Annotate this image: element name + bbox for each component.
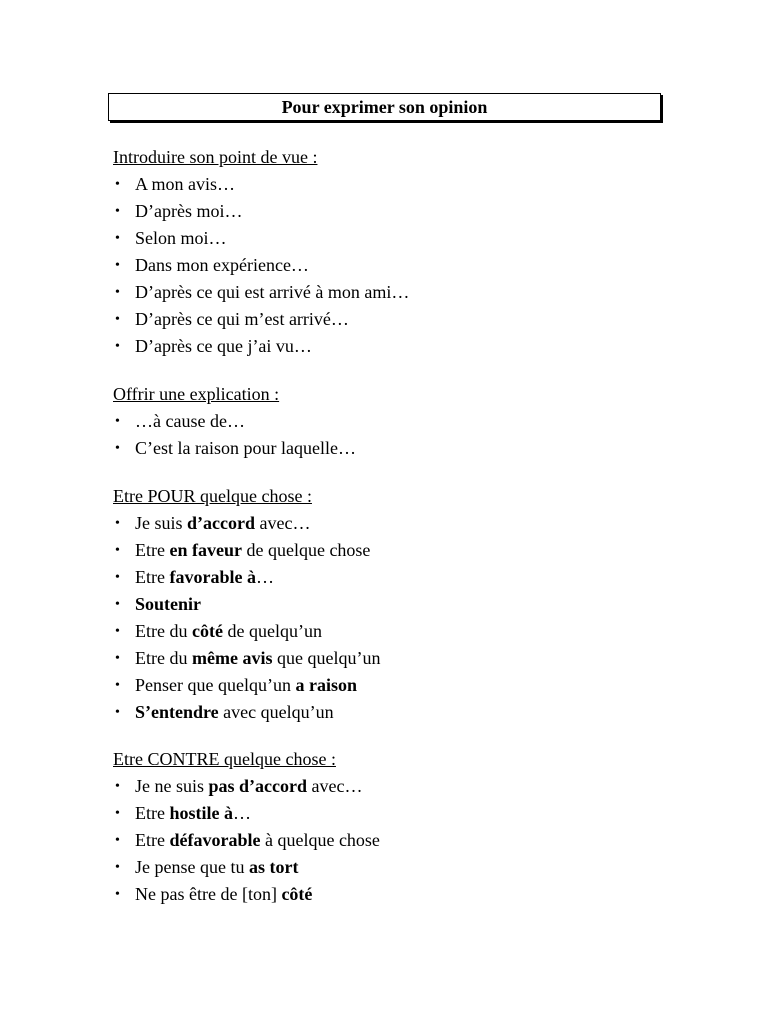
list-item-bold-text: côté [191,621,223,641]
bullet-icon: • [115,177,120,192]
bullet-icon: • [115,285,120,300]
bullet-icon: • [115,516,120,531]
bullet-icon: • [115,414,120,429]
section-heading: Introduire son point de vue : [113,147,318,167]
bullet-icon: • [115,678,120,693]
list-item-text: à quelque chose [260,830,380,850]
bullet-icon: • [115,860,120,875]
list-item [113,800,673,827]
list-item-text: Je suis [135,513,188,533]
list-item-text: de quelque chose [241,540,371,560]
list-item [113,408,673,435]
list-item-bold-text: d’accord [187,513,255,533]
bullet-icon: • [115,312,120,327]
section-heading: Etre POUR quelque chose : [113,486,312,506]
section-point-de-vue [113,144,673,360]
list-item-text: Etre du [135,648,192,668]
list-item [113,591,673,618]
bullet-icon: • [115,624,120,639]
list-item-bold-text: même avis [191,648,273,668]
list-item-text: D’après ce que j’ai vu… [135,336,312,356]
list-item [113,435,673,462]
list-item [113,672,673,699]
list-item-text: Etre [135,567,170,587]
list-item-bold-text: as tort [248,857,299,877]
list-item [113,645,673,672]
list-item-bold-text: côté [281,884,313,904]
bullet-icon: • [115,339,120,354]
list-item [113,333,673,360]
list-item-text: que quelqu’un [272,648,381,668]
list-item-text: Je ne suis [135,776,209,796]
list-item-text: Etre [135,830,170,850]
section-heading: Etre CONTRE quelque chose : [113,749,336,769]
list-item-bold-text: défavorable [169,830,261,850]
list-item [113,854,673,881]
list-item [113,306,673,333]
list-item [113,171,673,198]
section-explication [113,381,673,462]
bullet-icon: • [115,833,120,848]
list-item-bold-text: pas d’accord [208,776,307,796]
list-item-bold-text: favorable à [169,567,256,587]
list-item [113,773,673,800]
list-item [113,618,673,645]
list-item-bold-text: Soutenir [135,594,202,614]
bullet-icon: • [115,651,120,666]
list-item-text: Ne pas être de [ton] [135,884,282,904]
bullet-icon: • [115,441,120,456]
section-heading: Offrir une explication : [113,384,280,404]
bullet-icon: • [115,779,120,794]
list-item-text: D’après moi… [135,201,243,221]
list-item-text: avec… [307,776,363,796]
bullet-icon: • [115,887,120,902]
list-item-text: C’est la raison pour laquelle… [135,438,356,458]
list-item [113,881,673,908]
list-item-text: … [255,567,274,587]
list-item-text: Etre [135,803,170,823]
bullet-icon: • [115,597,120,612]
list-item [113,827,673,854]
list-item-text: Dans mon expérience… [135,255,309,275]
list-item-bold-text: hostile à [169,803,233,823]
list-item-text: Je pense que tu [135,857,249,877]
list-item-text: Penser que quelqu’un [135,675,296,695]
list-item-text: D’après ce qui m’est arrivé… [135,309,349,329]
list-item-text: D’après ce qui est arrivé à mon ami… [135,282,410,302]
list-item [113,564,673,591]
page-title-text: Pour exprimer son opinion [281,97,488,117]
list-item-text: Selon moi… [135,228,227,248]
list-item-text: A mon avis… [135,174,236,194]
list-item [113,198,673,225]
bullet-icon: • [115,204,120,219]
list-item-text: de quelqu’un [222,621,322,641]
list-item [113,225,673,252]
bullet-icon: • [115,806,120,821]
list-item-text: avec quelqu’un [218,702,334,722]
list-item [113,537,673,564]
bullet-icon: • [115,705,120,720]
bullet-icon: • [115,258,120,273]
list-item-text: … [233,803,251,823]
bullet-icon: • [115,231,120,246]
list-item-bold-text: a raison [295,675,357,695]
section-contre [113,746,673,908]
list-item [113,510,673,537]
list-item-text: …à cause de… [135,411,245,431]
list-item [113,279,673,306]
page-title [108,93,661,121]
list-item [113,699,673,726]
section-pour [113,483,673,726]
bullet-icon: • [115,570,120,585]
bullet-icon: • [115,543,120,558]
list-item-text: avec… [255,513,311,533]
list-item-bold-text: en faveur [169,540,242,560]
list-item-text: Etre du [135,621,192,641]
list-item-text: Etre [135,540,170,560]
list-item [113,252,673,279]
list-item-bold-text: S’entendre [135,702,219,722]
